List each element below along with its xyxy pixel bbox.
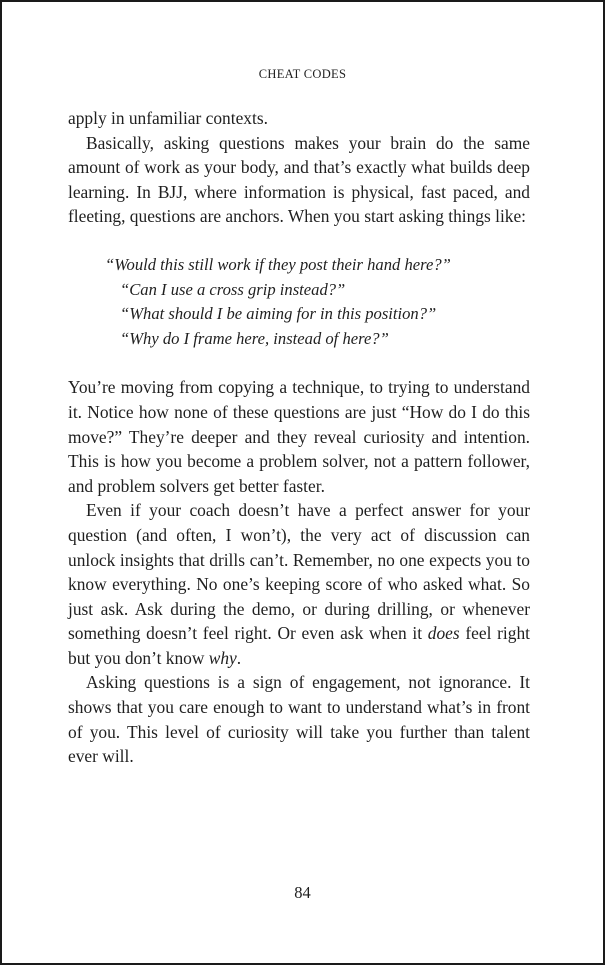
paragraph-understanding: You’re moving from copying a technique, to trying to understand it. Notice how none of these questions are just “How do I do this move?” They’re deeper and they reveal curiosity and intention. This is how you become a problem solver, not a pattern follower, and problem solvers get better faster. (68, 377, 530, 496)
question-item: “Why do I frame here, instead of here?” (120, 328, 389, 348)
question-item: “Would this still work if they post their hand here?” (105, 254, 451, 274)
paragraph-continuation: apply in unfamiliar contexts. (68, 108, 268, 128)
question-item: “What should I be aiming for in this position?” (120, 304, 437, 324)
paragraph-coach-text-end: . (236, 647, 242, 668)
page-number: 84 (294, 883, 311, 902)
paragraph-coach-text: Even if your coach doesn’t have a perfect answer for your question (and often, I won’t), the very act of discussion can unlock insights that drills can’t. Remember, no one expects you to know everything. No one’s keeping score of who asked what. So just ask. Ask during the demo, or during drilling, or whenever something doesn’t feel right. Or even ask when it (68, 500, 530, 644)
body-text (68, 106, 530, 769)
emphasis-does: does (427, 623, 460, 644)
paragraph-coach (68, 498, 530, 670)
question-examples (68, 253, 530, 351)
running-head: CHEAT CODES (258, 67, 347, 81)
paragraph-asking-questions: Basically, asking questions makes your brain do the same amount of work as your body, and that’s exactly what builds deep learning. In BJJ, where information is physical, fast paced, and fleeting, questions are anchors. When you start asking things like: (68, 132, 530, 227)
emphasis-why: why (208, 647, 237, 668)
question-item: “Can I use a cross grip instead?” (120, 279, 346, 299)
paragraph-engagement: Asking questions is a sign of engagement, not ignorance. It shows that you care enough to want to understand what’s in front of you. This level of curiosity will take you further than talent ever will. (68, 672, 530, 767)
paragraph-coach-text-middle: feel right but you don’t know (68, 623, 530, 668)
